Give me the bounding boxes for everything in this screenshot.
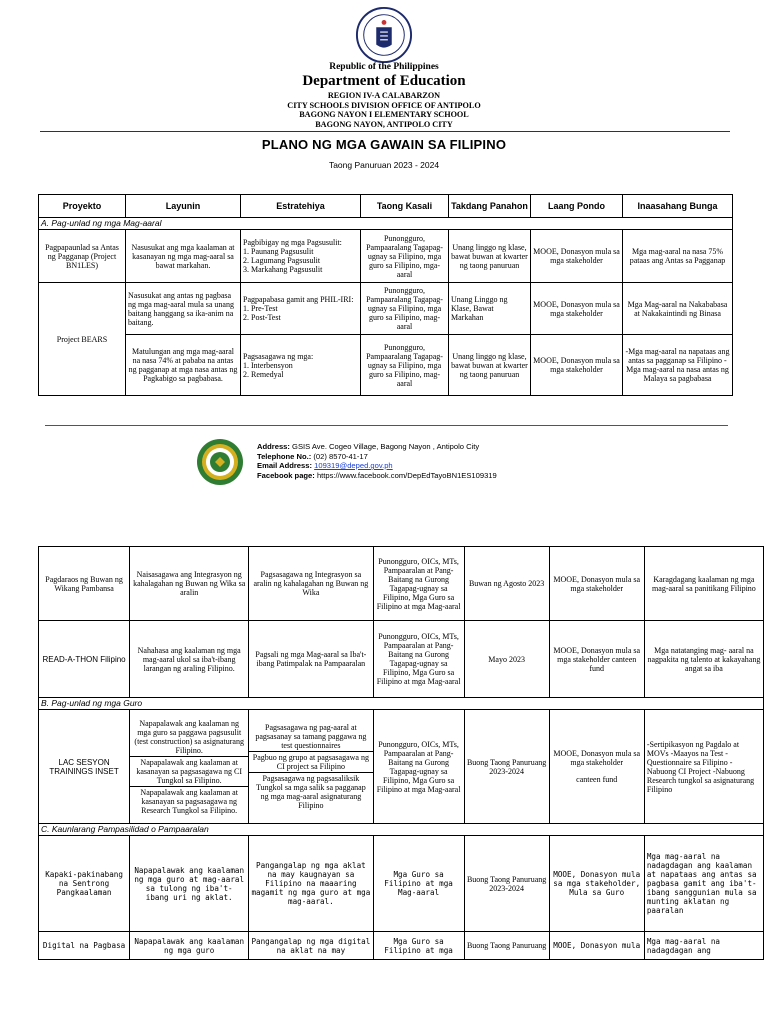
cell-takdang-panahon: Buong Taong Panuruang 2023-2024 [464,710,549,824]
header-laang-pondo: Laang Pondo [531,195,623,218]
address-label: Address: [257,442,290,451]
estratehiya-heading: Pagsasagawa ng mga: [243,351,314,361]
cell-layunin: Naisasagawa ang Integrasyon ng kahalagahan ng Buwan ng Wika sa aralin [130,547,249,621]
table-row [39,547,764,621]
cell-inaasahang-bunga: Mga natatanging mag- aaral na nagpakita ng talento at kakayahang angat sa iba [644,621,763,698]
estratehiya-item: Pagsasagawa ng pag-aaral at pagsasanay sa tamang paggawa ng test questionnaires [249,722,372,752]
table-row [39,230,733,283]
activity-plan-table-page2 [38,546,764,960]
cell-takdang-panahon: Buong Taong Panuruang 2023-2024 [464,836,549,932]
phone-value: (02) 8570-41-17 [313,451,368,461]
cell-laang-pondo: MOOE, Donasyon mula sa mga stakeholder, Mula sa Guro [549,836,644,932]
header-inaasahang-bunga: Inaasahang Bunga [623,195,733,218]
pondo-value: MOOE, Donasyon mula sa mga stakeholder [553,749,641,767]
cell-inaasahang-bunga: Mga Mag-aaral na Nakababasa at Nakakaintindi ng Binasa [623,283,733,335]
estratehiya-heading: Pagbibigay ng mga Pagsusulit: [243,238,342,247]
cell-layunin: Nahahasa ang kaalaman ng mga mag-aaral ukol sa iba't-ibang larangan ng araling Filipino. [130,621,249,698]
section-row [39,698,764,710]
estratehiya-item: 2. Lagumang Pagsusulit [243,256,321,265]
table-row [39,710,764,824]
cell-laang-pondo: MOOE, Donasyon mula [549,932,644,960]
cell-layunin: Napapalawak ang kaalaman ng mga guro [130,932,249,960]
document-title: PLANO NG MGA GAWAIN SA FILIPINO [261,137,507,152]
estratehiya-item: 1. Interbensyon [243,360,293,370]
table-row [39,621,764,698]
header-estratehiya: Estratehiya [241,195,361,218]
section-a-label: A. Pag-unlad ng mga Mag-aaral [39,218,733,230]
layunin-item: Napapalawak ang kaalaman at kasanayan sa pagsasagawa ng CI Tungkol sa Filipino. [130,757,248,787]
layunin-item: Napapalawak ang kaalaman at kasanayan sa pagsasagawa ng Research Tungkol sa Filipino. [140,787,238,815]
cell-laang-pondo: MOOE, Donasyon mula sa mga stakeholder [531,283,623,335]
table-header-row [39,195,733,218]
cell-proyekto: Pagdaraos ng Buwan ng Wikang Pambansa [39,547,130,621]
deped-seal-logo [354,6,414,64]
cell-taong-kasali: Punongguro, Pampaaralang Tagapag-ugnay sa Filipino, mga guro sa Filipino, mag-aaral [361,335,449,396]
cell-laang-pondo: MOOE, Donasyon mula sa mga stakeholder canteen fund [549,621,644,698]
footer-email [257,461,393,471]
cell-inaasahang-bunga: -Mga mag-aaral na napataas ang antas sa pagganap sa Filipino -Mga mag-aaral na nasa antas ng Malaya sa pagbabasa [623,335,733,396]
cell-estratehiya [241,283,361,335]
phone-label: Telephone No.: [257,451,312,461]
footer-facebook [257,471,497,481]
cell-takdang-panahon: Unang linggo ng klase, bawat buwan at kwarter ng taong panuruan [449,335,531,396]
table-row [39,932,764,960]
table-row [39,283,733,335]
estratehiya-item: 1. Pre-Test [243,304,278,313]
cell-estratehiya: Pangangalap ng mga aklat na may kaugnayan sa Filipino na maaaring magamit ng mga guro at mga mag-aaral. [249,836,373,932]
estratehiya-item: Pagsasagawa ng pagsasaliksik Tungkol sa mga salik sa pagganap ng mga mag-aaral asignaturang Filipino [256,774,366,810]
school-line: BAGONG NAYON I ELEMENTARY SCHOOL [299,110,469,120]
cell-estratehiya: Pangangalap ng mga digital na aklat na may [249,932,373,960]
facebook-link[interactable]: https://www.facebook.com/DepEdTayoBN1ES109319 [316,470,497,480]
cell-takdang-panahon: Unang linggo ng klase, bawat buwan at kwarter ng taong panuruan [449,230,531,283]
region-line: REGION IV-A CALABARZON [327,91,441,100]
cell-proyekto: Project BEARS [39,283,126,396]
cell-inaasahang-bunga: Karagdagang kaalaman ng mga mag-aaral sa panitikang Filipino [644,547,763,621]
email-link[interactable]: 109319@deped.gov.ph [314,461,393,470]
cell-proyekto: Pagpapaunlad sa Antas ng Pagganap (Project BN1LES) [39,230,126,283]
table-row [39,836,764,932]
cell-estratehiya [241,230,361,283]
header-layunin: Layunin [126,195,241,218]
activity-plan-table-page1 [38,194,733,396]
estratehiya-item: 2. Post-Test [243,313,281,322]
cell-proyekto: Kapaki-pakinabang na Sentrong Pangkaalaman [39,836,130,932]
cell-taong-kasali: Punongguro, Pampaaralang Tagapag-ugnay sa Filipino, mga guro sa Filipino, mga-aaral [361,230,449,283]
cell-taong-kasali: Mga Guro sa Filipino at mga Mag-aaral [373,836,464,932]
section-b-label: B. Pag-unlad ng mga Guro [39,698,764,710]
cell-takdang-panahon: Buwan ng Agosto 2023 [464,547,549,621]
cell-taong-kasali: Punongguro, OICs, MTs, Pampaaralan at Pang-Baitang na Gurong Tagapag-ugnay sa Filipino, Mga Guro sa Filipino at mga Mag-aaral [373,621,464,698]
cell-estratehiya: Pagsali ng mga Mag-aaral sa Iba't-ibang Patimpalak na Pampaaralan [249,621,373,698]
cell-layunin: Nasusukat ang antas ng pagbasa ng mga mag-aaral mula sa unang baitang hanggang sa ika-anim na baitang. [126,283,241,335]
document-subtitle: Taong Panuruan 2023 - 2024 [328,160,440,170]
cell-inaasahang-bunga: -Sertipikasyon ng Pagdalo at MOVs -Maayos na Test - Questionnaire sa Filipino -Nabuong CI Project -Nabuong Research tungkol sa asignaturang Filipino [644,710,763,824]
school-logo [196,438,244,486]
email-label: Email Address: [257,461,313,470]
cell-inaasahang-bunga: Mga mag-aaral na nadagdagan ang kaalaman at napataas ang antas sa pagbasa gamit ang iba't- ibang sanggunian mula sa munting aklatan ng paaralan [644,836,763,932]
cell-taong-kasali: Mga Guro sa Filipino at mga [373,932,464,960]
section-row [39,218,733,230]
cell-layunin: Nasusukat ang mga kaalaman at kasanayan ng mga mag-aaral sa bawat markahan. [126,230,241,283]
cell-laang-pondo: MOOE, Donasyon mula sa mga stakeholder [531,230,623,283]
cell-laang-pondo [549,710,644,824]
cell-takdang-panahon: Mayo 2023 [464,621,549,698]
cell-laang-pondo: MOOE, Donasyon mula sa mga stakeholder [549,547,644,621]
cell-takdang-panahon: Buong Taong Panuruang [464,932,549,960]
cell-takdang-panahon: Unang Linggo ng Klase, Bawat Markahan [449,283,531,335]
cell-layunin: Napapalawak ang kaalaman ng mga guro at mag-aaral sa tulong ng iba't- ibang uri ng aklat. [130,836,249,932]
address-value: GSIS Ave. Cogeo Village, Bagong Nayon , Antipolo City [292,442,480,451]
division-line: CITY SCHOOLS DIVISION OFFICE OF ANTIPOLO [287,100,481,110]
cell-inaasahang-bunga: Mga mag-aaral na nadagdagan ang [644,932,763,960]
pondo-extra: canteen fund [576,775,618,784]
cell-layunin [130,710,249,824]
estratehiya-item: 1. Paunang Pagsusulit [243,247,314,256]
cell-taong-kasali: Punongguro, OICs, MTs, Pampaaralan at Pang-Baitang na Gurong Tagapag-ugnay sa Filipino, Mga Guro sa Filipino at mga Mag-aaral [373,547,464,621]
estratehiya-item: Pagbuo ng grupo at pagsasagawa ng CI project sa Filipino [249,752,372,773]
cell-layunin: Matulungan ang mga mag-aaral na nasa 74% at pababa na antas ng pagganap at mga nasa antas ng Pagkabigo sa pagbabasa. [126,335,241,396]
cell-estratehiya [249,710,373,824]
cell-estratehiya: Pagsasagawa ng Integrasyon sa aralin ng kahalagahan ng Buwan ng Wika [249,547,373,621]
header-proyekto: Proyekto [39,195,126,218]
estratehiya-item: 3. Markahang Pagsusulit [243,265,323,274]
estratehiya-heading: Pagpapabasa gamit ang PHIL-IRI: [243,295,354,304]
cell-laang-pondo: MOOE, Donasyon mula sa mga stakeholder [531,335,623,396]
header-taong-kasali: Taong Kasali [361,195,449,218]
location-line: BAGONG NAYON, ANTIPOLO CITY [315,119,453,129]
cell-taong-kasali: Punongguro, OICs, MTs, Pampaaralan at Pang-Baitang na Gurong Tagapag-ugnay sa Filipino, Mga Guro sa Filipino at mga Mag-aaral [373,710,464,824]
department-name: Department of Education [302,73,466,89]
cell-inaasahang-bunga: Mga mag-aaral na nasa 75% pataas ang Antas sa Pagganap [623,230,733,283]
section-row [39,824,764,836]
footer-phone [257,452,368,462]
header-divider [40,131,730,132]
section-c-label: C. Kaunlarang Pampasilidad o Pampaaralan [39,824,764,836]
republic-line: Republic of the Philippines [329,62,439,72]
header-takdang-panahon: Takdang Panahon [449,195,531,218]
page-divider [45,425,728,426]
cell-taong-kasali: Punongguro, Pampaaralang Tagapag-ugnay sa Filipino, mga guro sa Filipino, mag-aaral [361,283,449,335]
facebook-label: Facebook page: [257,470,315,480]
estratehiya-item: 2. Remedyal [243,369,284,379]
layunin-item: Napapalawak ang kaalaman ng mga guro sa paggawa pagsusulit (test construction) sa asignaturang Filipino. [130,718,248,757]
cell-proyekto: READ-A-THON Filipino [39,621,130,698]
cell-proyekto: LAC SESYON TRAININGS INSET [39,710,130,824]
cell-estratehiya [241,335,361,396]
footer-address [257,442,479,452]
table-row [39,335,733,396]
cell-proyekto: Digital na Pagbasa [39,932,130,960]
